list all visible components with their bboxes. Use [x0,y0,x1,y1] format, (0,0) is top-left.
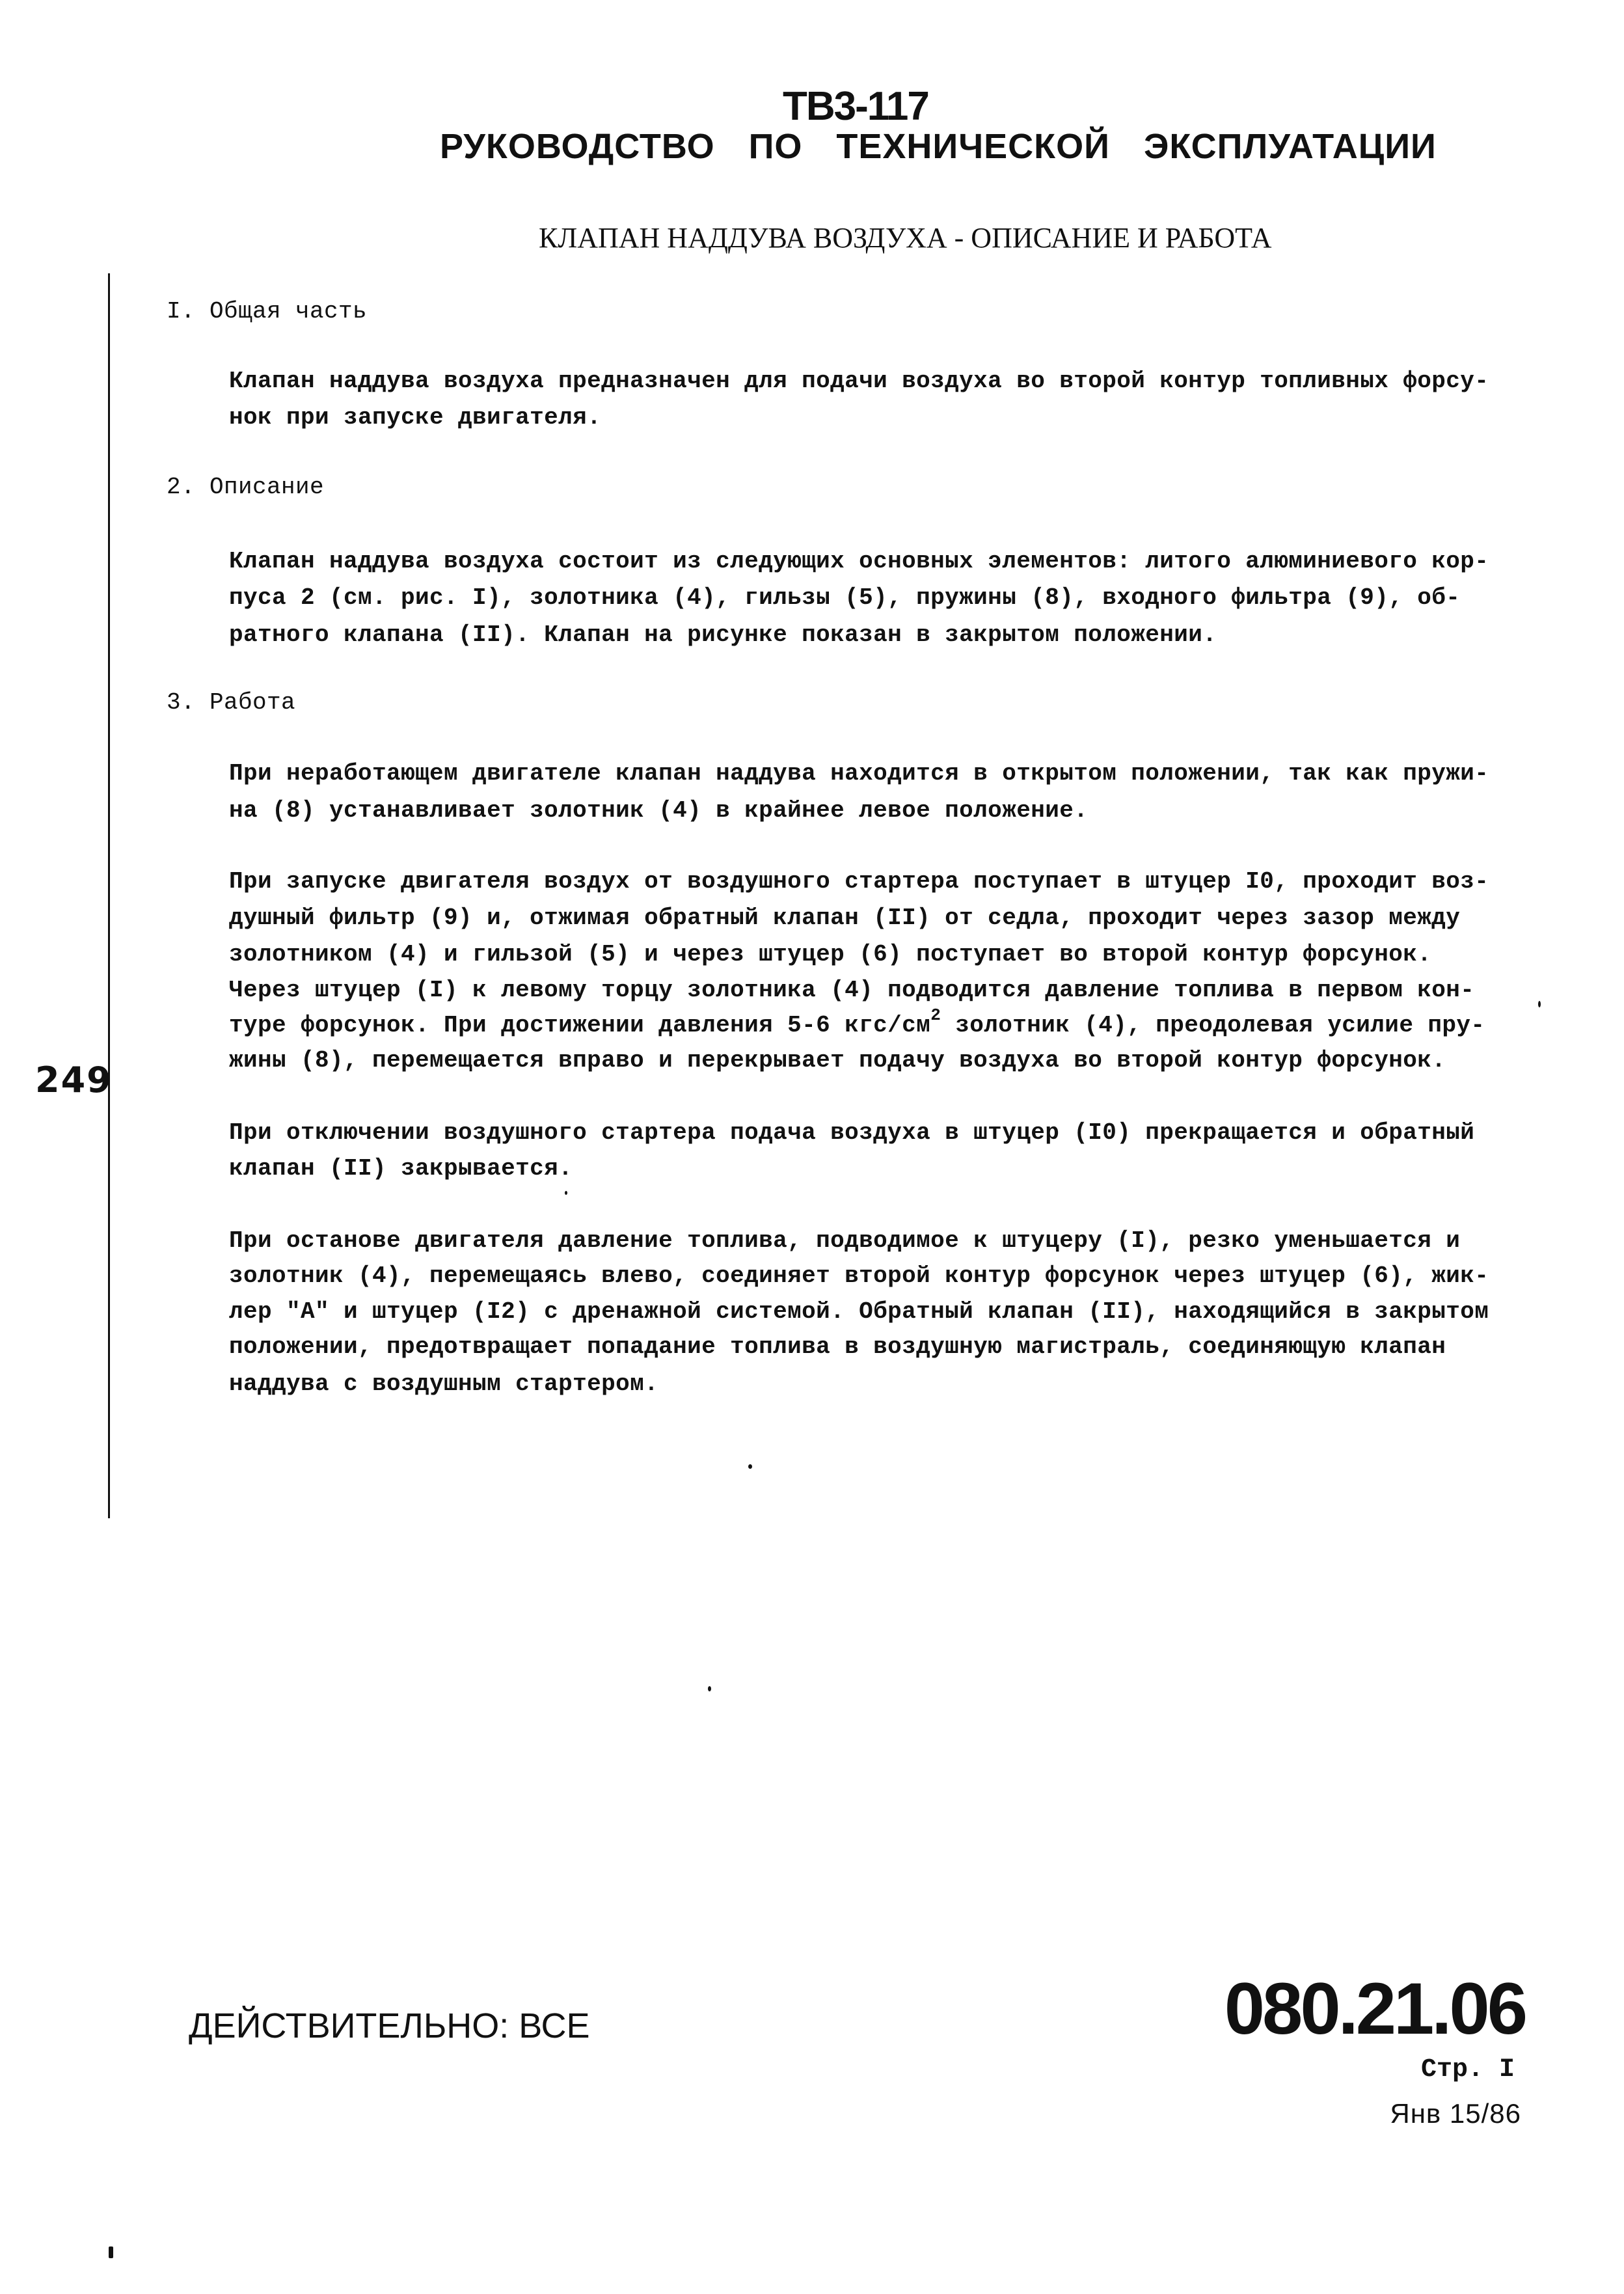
revision-date: Янв 15/86 [1390,2098,1521,2129]
text-line: При отключении воздушного стартера подача воздуха в штуцер (I0) прекращается и обратный [229,1119,1475,1146]
superscript-exponent: 2 [930,1005,941,1025]
section-heading-operation: 3. Работа [167,689,296,716]
document-code: 080.21.06 [1224,1968,1525,2049]
page-number: Стр. I [1420,2055,1515,2084]
text-line: положении, предотвращает попадание топлива в воздушную магистраль, соединяющую клапан [229,1333,1446,1360]
validity-label: ДЕЙСТВИТЕЛЬНО: ВСЕ [189,2006,590,2045]
scan-speck [565,1191,567,1195]
handwritten-page-number: 249 [35,1059,113,1100]
text-line: При запуске двигателя воздух от воздушного стартера поступает в штуцер I0, проходит воз- [229,868,1489,895]
section-heading-description: 2. Описание [167,474,325,500]
text-line: наддува с воздушным стартером. [229,1371,659,1397]
margin-change-bar [108,273,110,1518]
text-segment: золотник (4), преодолевая усилие пру- [941,1012,1485,1039]
text-line: золотником (4) и гильзой (5) и через штуцер (6) поступает во второй контур форсунок. [229,941,1432,968]
text-line: лер "А" и штуцер (I2) с дренажной системой. Обратный клапан (II), находящийся в закрытом [229,1298,1489,1325]
text-line: золотник (4), перемещаясь влево, соединяет второй контур форсунок через штуцер (6), жик- [229,1263,1489,1289]
scan-speck [748,1464,752,1469]
section-heading-general: I. Общая часть [167,298,368,325]
text-line: Клапан наддува воздуха состоит из следующих основных элементов: литого алюминиевого кор- [229,548,1489,575]
text-segment: туре форсунок. При достижении давления 5-6 кгс/см [229,1012,931,1039]
text-line: душный фильтр (9) и, отжимая обратный клапан (II) от седла, проходит через зазор между [229,905,1461,931]
engine-model-title: ТВ3-117 [783,84,928,129]
text-line: нок при запуске двигателя. [229,404,602,431]
text-line [229,1005,1485,1045]
text-line: При неработающем двигателе клапан наддува находится в открытом положении, так как пружи- [229,760,1489,787]
text-line: ратного клапана (II). Клапан на рисунке показан в закрытом положении. [229,621,1217,648]
text-line: жины (8), перемещается вправо и перекрывает подачу воздуха во второй контур форсунок. [229,1047,1446,1074]
scan-speck [708,1686,711,1691]
section-heading: КЛАПАН НАДДУВА ВОЗДУХА - ОПИСАНИЕ И РАБОТА [539,222,1272,254]
scan-speck [109,2246,113,2258]
text-line: При останове двигателя давление топлива, подводимое к штуцеру (I), резко уменьшается и [229,1227,1461,1254]
text-line: на (8) устанавливает золотник (4) в крайнее левое положение. [229,797,1089,824]
manual-title: РУКОВОДСТВО ПО ТЕХНИЧЕСКОЙ ЭКСПЛУАТАЦИИ [440,127,1437,166]
scan-speck [1538,1001,1541,1007]
text-line: пуса 2 (см. рис. I), золотника (4), гильзы (5), пружины (8), входного фильтра (9), об- [229,584,1461,611]
text-line: Клапан наддува воздуха предназначен для подачи воздуха во второй контур топливных форсу- [229,368,1489,394]
text-line: клапан (II) закрывается. [229,1155,573,1182]
text-line: Через штуцер (I) к левому торцу золотника (4) подводится давление топлива в первом кон- [229,977,1475,1004]
